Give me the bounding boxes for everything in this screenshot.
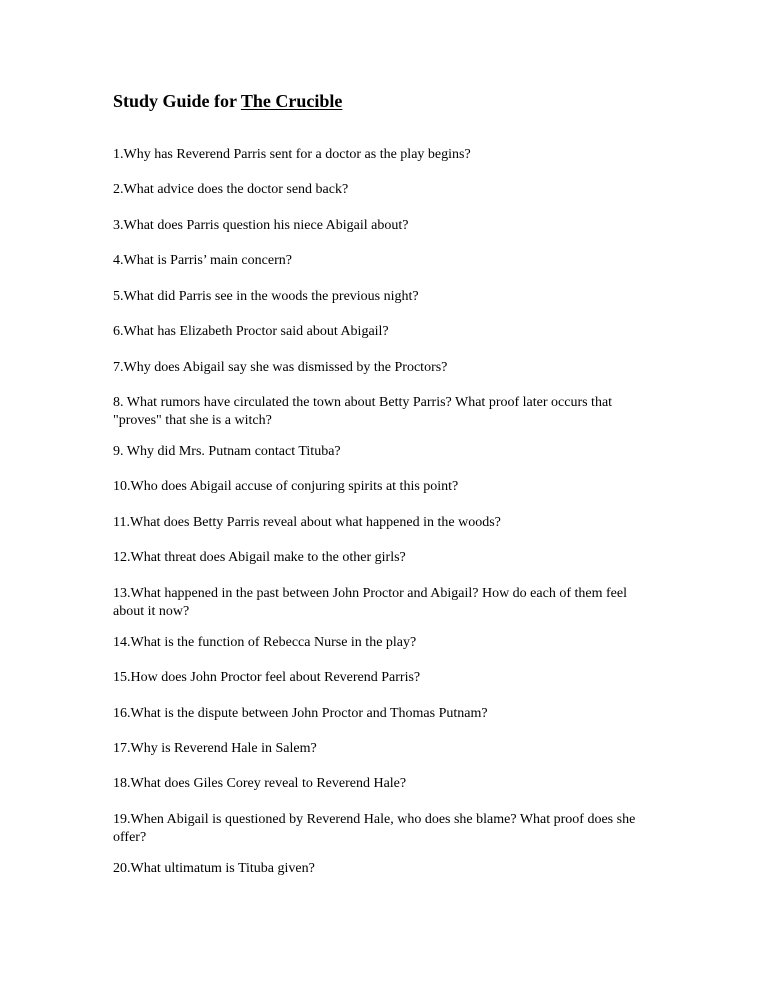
question-12: 12.What threat does Abigail make to the other girls? — [113, 550, 406, 565]
question-7: 7.Why does Abigail say she was dismissed by the Proctors? — [113, 360, 448, 375]
question-9: 9. Why did Mrs. Putnam contact Tituba? — [113, 444, 341, 459]
question-6: 6.What has Elizabeth Proctor said about Abigail? — [113, 324, 389, 339]
question-11: 11.What does Betty Parris reveal about what happened in the woods? — [113, 515, 501, 530]
question-15: 15.How does John Proctor feel about Reverend Parris? — [113, 670, 421, 685]
question-19: 19.When Abigail is questioned by Reverend Hale, who does she blame? What proof does she offer? — [113, 812, 636, 845]
question-4: 4.What is Parris’ main concern? — [113, 253, 292, 268]
document-title — [113, 90, 342, 112]
question-13: 13.What happened in the past between John Proctor and Abigail? How do each of them feel about it now? — [113, 586, 627, 619]
question-10: 10.Who does Abigail accuse of conjuring spirits at this point? — [113, 479, 459, 494]
question-18: 18.What does Giles Corey reveal to Reverend Hale? — [113, 776, 407, 791]
question-1: 1.Why has Reverend Parris sent for a doctor as the play begins? — [113, 147, 471, 162]
title-work: The Crucible — [240, 91, 343, 111]
question-5: 5.What did Parris see in the woods the previous night? — [113, 289, 419, 304]
question-20: 20.What ultimatum is Tituba given? — [113, 861, 315, 876]
question-3: 3.What does Parris question his niece Abigail about? — [113, 218, 409, 233]
question-8: 8. What rumors have circulated the town about Betty Parris? What proof later occurs that "proves" that she is a witch? — [113, 395, 613, 428]
question-17: 17.Why is Reverend Hale in Salem? — [113, 741, 317, 756]
title-prefix: Study Guide for — [113, 91, 241, 111]
question-16: 16.What is the dispute between John Proctor and Thomas Putnam? — [113, 706, 488, 721]
question-14: 14.What is the function of Rebecca Nurse in the play? — [113, 635, 417, 650]
question-2: 2.What advice does the doctor send back? — [113, 182, 349, 197]
